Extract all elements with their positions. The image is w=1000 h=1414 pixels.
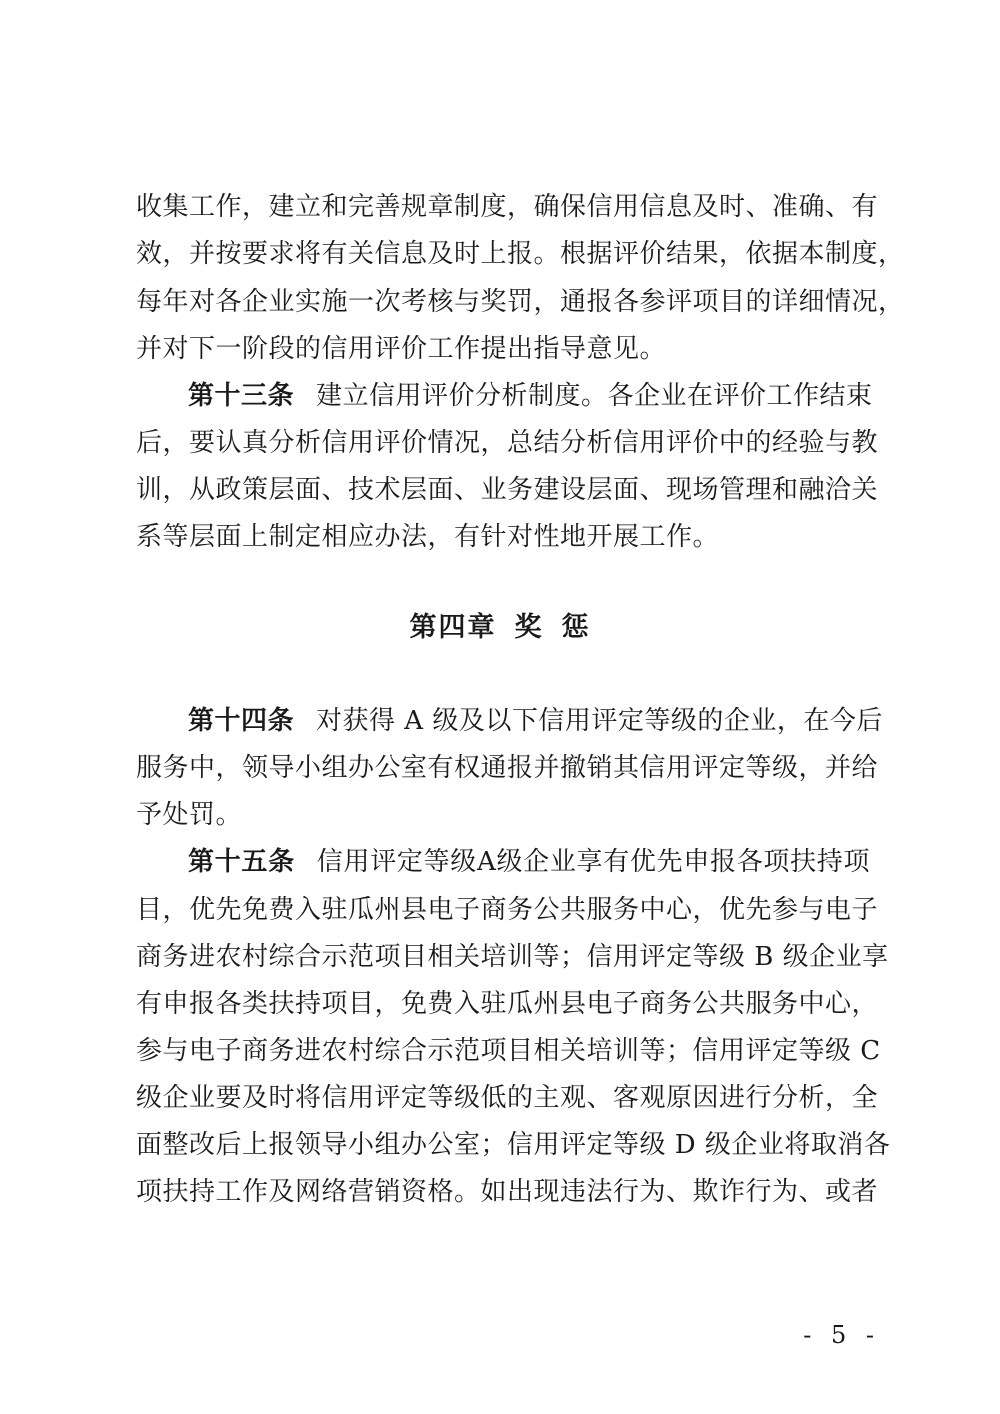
body-line: 商务进农村综合示范项目相关培训等；信用评定等级 B 级企业享 [136, 942, 889, 972]
article-14-label: 第十四条 [188, 706, 295, 736]
article-14-text: 对获得 A 级及以下信用评定等级的企业，在今后 [316, 706, 883, 736]
article-15-first-line [188, 842, 870, 882]
body-line: 系等层面上制定相应办法，有针对性地开展工作。 [136, 522, 720, 552]
body-line: 收集工作，建立和完善规章制度，确保信用信息及时、准确、有 [136, 192, 879, 222]
body-line: 训，从政策层面、技术层面、业务建设层面、现场管理和融洽关 [136, 475, 879, 505]
chapter-word-2: 惩 [561, 612, 591, 643]
body-line: 项扶持工作及网络营销资格。如出现违法行为、欺诈行为、或者 [136, 1177, 879, 1207]
body-line: 后，要认真分析信用评价情况，总结分析信用评价中的经验与教 [136, 428, 879, 458]
chapter-heading [0, 606, 1000, 650]
article-13-text: 建立信用评价分析制度。各企业在评价工作结束 [316, 381, 873, 411]
body-line: 目，优先免费入驻瓜州县电子商务公共服务中心，优先参与电子 [136, 895, 879, 925]
article-14-first-line [188, 701, 883, 741]
body-line: 服务中，领导小组办公室有权通报并撤销其信用评定等级，并给 [136, 753, 879, 783]
body-line: 效，并按要求将有关信息及时上报。根据评价结果，依据本制度， [136, 239, 905, 269]
article-13-label: 第十三条 [188, 381, 295, 411]
body-line: 并对下一阶段的信用评价工作提出指导意见。 [136, 334, 667, 364]
body-line: 有申报各类扶持项目，免费入驻瓜州县电子商务公共服务中心， [136, 989, 879, 1019]
article-13-first-line [188, 376, 873, 416]
chapter-number: 第四章 [409, 612, 497, 643]
body-line: 面整改后上报领导小组办公室；信用评定等级 D 级企业将取消各 [136, 1130, 891, 1160]
chapter-word-1: 奖 [514, 612, 544, 643]
body-line: 每年对各企业实施一次考核与奖罚，通报各参评项目的详细情况， [136, 287, 905, 317]
body-line: 予处罚。 [136, 800, 243, 830]
article-15-text: 信用评定等级A级企业享有优先申报各项扶持项 [316, 847, 870, 877]
body-line: 参与电子商务进农村综合示范项目相关培训等；信用评定等级 C [136, 1036, 881, 1066]
page-number: - 5 - [803, 1321, 880, 1349]
body-line: 级企业要及时将信用评定等级低的主观、客观原因进行分析，全 [136, 1083, 879, 1113]
article-15-label: 第十五条 [188, 847, 295, 877]
